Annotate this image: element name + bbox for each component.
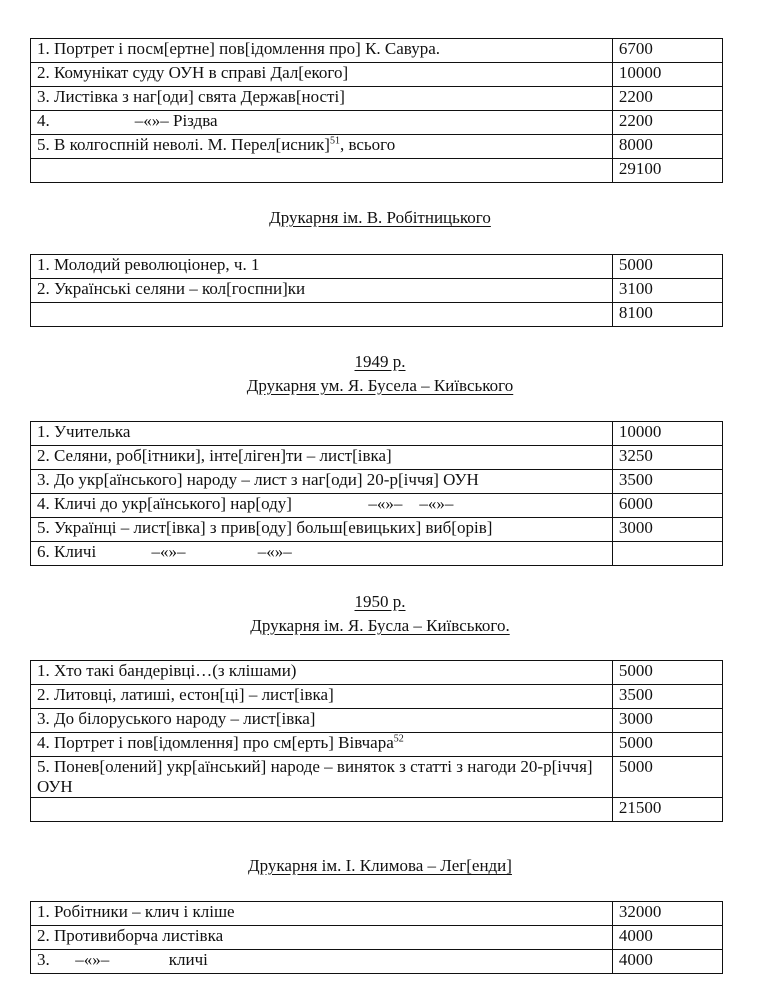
table-row xyxy=(31,470,723,494)
table-row xyxy=(31,902,723,926)
print-table-3 xyxy=(30,421,723,566)
printing-house-title: Друкарня ум. Я. Бусела – Київського xyxy=(246,376,514,395)
item-amount: 2200 xyxy=(612,87,722,111)
section-heading xyxy=(0,615,760,637)
item-amount: 3100 xyxy=(612,279,722,303)
table-row xyxy=(31,63,723,87)
item-amount: 5000 xyxy=(612,255,722,279)
print-table-1 xyxy=(30,38,723,183)
year-title: 1950 р. xyxy=(354,592,406,611)
printing-house-title: Друкарня ім. В. Робітницького xyxy=(269,208,491,227)
table-row xyxy=(31,685,723,709)
item-amount: 6700 xyxy=(612,39,722,63)
item-description xyxy=(31,798,613,822)
year-heading xyxy=(0,351,760,373)
table-total-row xyxy=(31,303,723,327)
item-description xyxy=(31,159,613,183)
item-description: 5. Понев[олений] укр[аїнський] народе – виняток з статті з нагоди 20-р[іччя] ОУН xyxy=(31,757,613,798)
table-row xyxy=(31,255,723,279)
item-amount: 10000 xyxy=(612,422,722,446)
table-row xyxy=(31,422,723,446)
table-row xyxy=(31,279,723,303)
item-amount: 32000 xyxy=(612,902,722,926)
item-description: 1. Портрет і посм[ертне] пов[ідомлення про] К. Савура. xyxy=(31,39,613,63)
item-description-text: 5. В колгоспній неволі. М. Перел[исник] xyxy=(37,135,330,154)
item-amount: 5000 xyxy=(612,733,722,757)
item-amount xyxy=(612,542,722,566)
item-description: 1. Хто такі бандерівці…(з клішами) xyxy=(31,661,613,685)
section-heading xyxy=(0,207,760,229)
year-title: 1949 р. xyxy=(354,352,406,371)
item-description: 6. Кличі –«»– –«»– xyxy=(31,542,613,566)
item-amount: 2200 xyxy=(612,111,722,135)
printing-house-title: Друкарня ім. І. Климова – Лег[енди] xyxy=(248,856,512,875)
item-description xyxy=(31,135,613,159)
table-row xyxy=(31,111,723,135)
item-description xyxy=(31,303,613,327)
table-row xyxy=(31,709,723,733)
item-amount: 3000 xyxy=(612,518,722,542)
item-description xyxy=(31,733,613,757)
table-row xyxy=(31,950,723,974)
item-description-tail: , всього xyxy=(339,135,396,154)
item-description-text: 4. Портрет і пов[ідомлення] про см[ерть] Вівчара xyxy=(37,733,394,752)
table-row xyxy=(31,87,723,111)
item-description: 4. Кличі до укр[аїнського] нар[оду] –«»– –«»– xyxy=(31,494,613,518)
print-table-4 xyxy=(30,660,723,822)
footnote-ref: 52 xyxy=(393,733,404,745)
item-description: 2. Противиборча листівка xyxy=(31,926,613,950)
print-table-5 xyxy=(30,901,723,974)
item-amount: 10000 xyxy=(612,63,722,87)
item-description: 3. До укр[аїнського] народу – лист з наг[оди] 20-р[іччя] ОУН xyxy=(31,470,613,494)
item-description: 5. Українці – лист[івка] з прив[оду] больш[евицьких] виб[орів] xyxy=(31,518,613,542)
table-row xyxy=(31,494,723,518)
item-amount: 3000 xyxy=(612,709,722,733)
item-description: 2. Селяни, роб[ітники], інте[ліген]ти – лист[івка] xyxy=(31,446,613,470)
table-row xyxy=(31,518,723,542)
table-row xyxy=(31,135,723,159)
table-row xyxy=(31,757,723,798)
item-description: 1. Робітники – клич і кліше xyxy=(31,902,613,926)
table-row xyxy=(31,39,723,63)
item-description: 4. –«»– Різдва xyxy=(31,111,613,135)
item-description: 3. Листівка з наг[оди] свята Держав[ності] xyxy=(31,87,613,111)
item-amount: 8000 xyxy=(612,135,722,159)
item-description: 3. –«»– кличі xyxy=(31,950,613,974)
item-description: 3. До білоруського народу – лист[івка] xyxy=(31,709,613,733)
item-amount: 4000 xyxy=(612,950,722,974)
item-amount: 3500 xyxy=(612,685,722,709)
item-description: 2. Литовці, латиші, естон[ці] – лист[івка] xyxy=(31,685,613,709)
total-amount: 8100 xyxy=(612,303,722,327)
printing-house-title: Друкарня ім. Я. Бусла – Київського. xyxy=(250,616,510,635)
section-heading xyxy=(0,855,760,877)
total-amount: 29100 xyxy=(612,159,722,183)
item-description: 2. Українські селяни – кол[госпни]ки xyxy=(31,279,613,303)
footnote-ref: 51 xyxy=(329,135,340,147)
print-table-2 xyxy=(30,254,723,327)
table-total-row xyxy=(31,798,723,822)
table-row xyxy=(31,661,723,685)
year-heading xyxy=(0,591,760,613)
table-row xyxy=(31,733,723,757)
item-amount: 5000 xyxy=(612,661,722,685)
item-description: 2. Комунікат суду ОУН в справі Дал[екого] xyxy=(31,63,613,87)
item-description: 1. Учителька xyxy=(31,422,613,446)
item-amount: 3250 xyxy=(612,446,722,470)
item-amount: 6000 xyxy=(612,494,722,518)
table-row xyxy=(31,542,723,566)
total-amount: 21500 xyxy=(612,798,722,822)
item-amount: 5000 xyxy=(612,757,722,798)
table-row xyxy=(31,446,723,470)
table-total-row xyxy=(31,159,723,183)
item-amount: 4000 xyxy=(612,926,722,950)
item-description: 1. Молодий революціонер, ч. 1 xyxy=(31,255,613,279)
table-row xyxy=(31,926,723,950)
item-amount: 3500 xyxy=(612,470,722,494)
section-heading xyxy=(0,375,760,397)
